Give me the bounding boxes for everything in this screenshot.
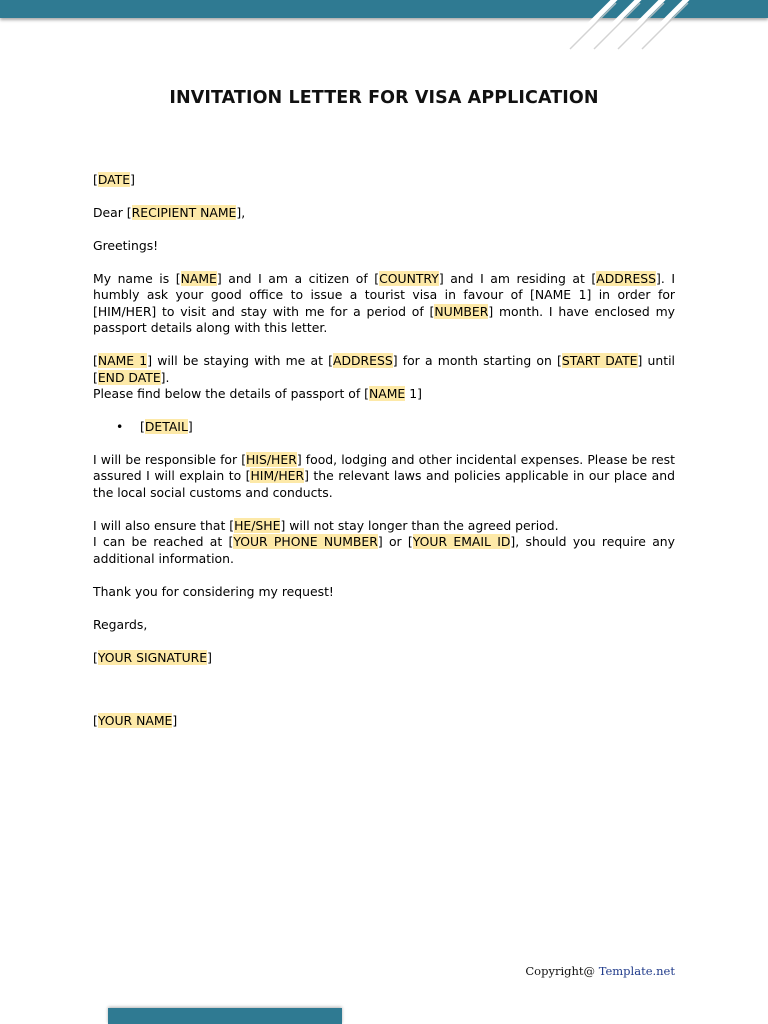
name-placeholder[interactable]: NAME xyxy=(180,271,217,286)
passport-name-placeholder[interactable]: NAME xyxy=(369,386,406,402)
text: [ xyxy=(93,353,98,369)
name-line xyxy=(93,713,675,729)
text: ] xyxy=(172,713,178,729)
text: ] xyxy=(207,649,212,665)
stripe-4 xyxy=(640,0,686,46)
footer-band xyxy=(108,1008,342,1024)
copyright-label: Copyright@ xyxy=(525,964,599,978)
thanks-line: Thank you for considering my request! xyxy=(93,583,334,599)
his-her-placeholder[interactable]: HIS/HER xyxy=(246,452,297,468)
text: [ xyxy=(140,419,145,435)
text: I can be reached at [ xyxy=(93,534,234,550)
text: ], xyxy=(236,205,246,220)
text: ]. I humbly ask your good office to issue a tourist visa in favour of [NAME 1] in order for [HIM/HER] to visit and stay with me for a period of [ xyxy=(93,271,675,319)
closing-line: Regards, xyxy=(93,616,148,632)
end-date-placeholder[interactable]: END DATE xyxy=(97,369,161,385)
greeting-line: Greetings! xyxy=(93,238,159,253)
document-title: INVITATION LETTER FOR VISA APPLICATION xyxy=(169,88,599,108)
text: ] until [ xyxy=(93,353,675,385)
text: [ xyxy=(93,649,98,665)
text: ] and I am a citizen of [ xyxy=(216,271,380,286)
signature-line xyxy=(93,650,675,666)
stripe-1 xyxy=(568,0,614,46)
letter-body xyxy=(93,172,675,746)
text: ] will be staying with me at [ xyxy=(147,353,333,369)
text: ] and I am residing at [ xyxy=(438,271,597,286)
signature-spacer xyxy=(93,666,675,713)
him-her-placeholder[interactable]: HIM/HER xyxy=(250,468,305,484)
detail-placeholder[interactable]: DETAIL xyxy=(144,419,188,435)
text: ] xyxy=(187,419,193,435)
text: My name is [ xyxy=(93,271,181,286)
ensure-line xyxy=(93,518,675,534)
stripe-2 xyxy=(592,0,638,46)
text: ] will not stay longer than the agreed period. xyxy=(280,517,559,533)
country-placeholder[interactable]: COUNTRY xyxy=(379,271,439,286)
intro-paragraph xyxy=(93,271,675,337)
detail-bullet-item xyxy=(93,419,675,435)
text: ] food, lodging and other incidental expenses. Please be rest assured I will explain to [ xyxy=(93,452,675,484)
start-date-placeholder[interactable]: START DATE xyxy=(561,353,638,369)
number-placeholder[interactable]: NUMBER xyxy=(434,303,489,319)
phone-number-placeholder[interactable]: YOUR PHONE NUMBER xyxy=(233,534,378,550)
text: 1] xyxy=(405,386,422,402)
text: ] xyxy=(130,172,135,187)
text: Please find below the details of passport of [ xyxy=(93,386,369,402)
text: [ xyxy=(93,713,98,729)
signature-placeholder[interactable]: YOUR SIGNATURE xyxy=(97,649,208,665)
bullet-icon: • xyxy=(116,419,124,435)
address-placeholder[interactable]: ADDRESS xyxy=(332,353,393,369)
text: [ xyxy=(93,172,98,187)
stay-paragraph xyxy=(93,353,675,386)
recipient-name-placeholder[interactable]: RECIPIENT NAME xyxy=(131,205,237,220)
copyright-notice xyxy=(525,964,675,978)
name-1-placeholder[interactable]: NAME 1 xyxy=(97,353,148,369)
text: ] for a month starting on [ xyxy=(392,353,562,369)
date-line xyxy=(93,172,675,188)
text: Dear [ xyxy=(93,205,132,220)
email-id-placeholder[interactable]: YOUR EMAIL ID xyxy=(412,534,511,550)
text: ] the relevant laws and policies applicable in our place and the local social customs and conducts. xyxy=(93,468,675,500)
text: I will also ensure that [ xyxy=(93,517,235,533)
text: ] month. I have enclosed my passport details along with this letter. xyxy=(93,303,675,336)
your-name-placeholder[interactable]: YOUR NAME xyxy=(97,713,173,729)
responsibility-paragraph xyxy=(93,452,675,501)
stripe-3 xyxy=(616,0,662,46)
header-stripes-decoration xyxy=(556,0,696,52)
text: ]. xyxy=(160,369,170,385)
passport-line xyxy=(93,386,675,402)
detail-text xyxy=(116,419,193,434)
text: ], should you require any additional information. xyxy=(93,534,675,566)
address-placeholder[interactable]: ADDRESS xyxy=(596,271,657,286)
salutation-line xyxy=(93,205,675,221)
text: ] or [ xyxy=(377,534,413,550)
text: I will be responsible for [ xyxy=(93,452,247,468)
date-placeholder[interactable]: DATE xyxy=(97,172,131,187)
contact-paragraph xyxy=(93,534,675,567)
template-site-link[interactable]: Template.net xyxy=(598,964,675,978)
he-she-placeholder[interactable]: HE/SHE xyxy=(234,517,281,533)
